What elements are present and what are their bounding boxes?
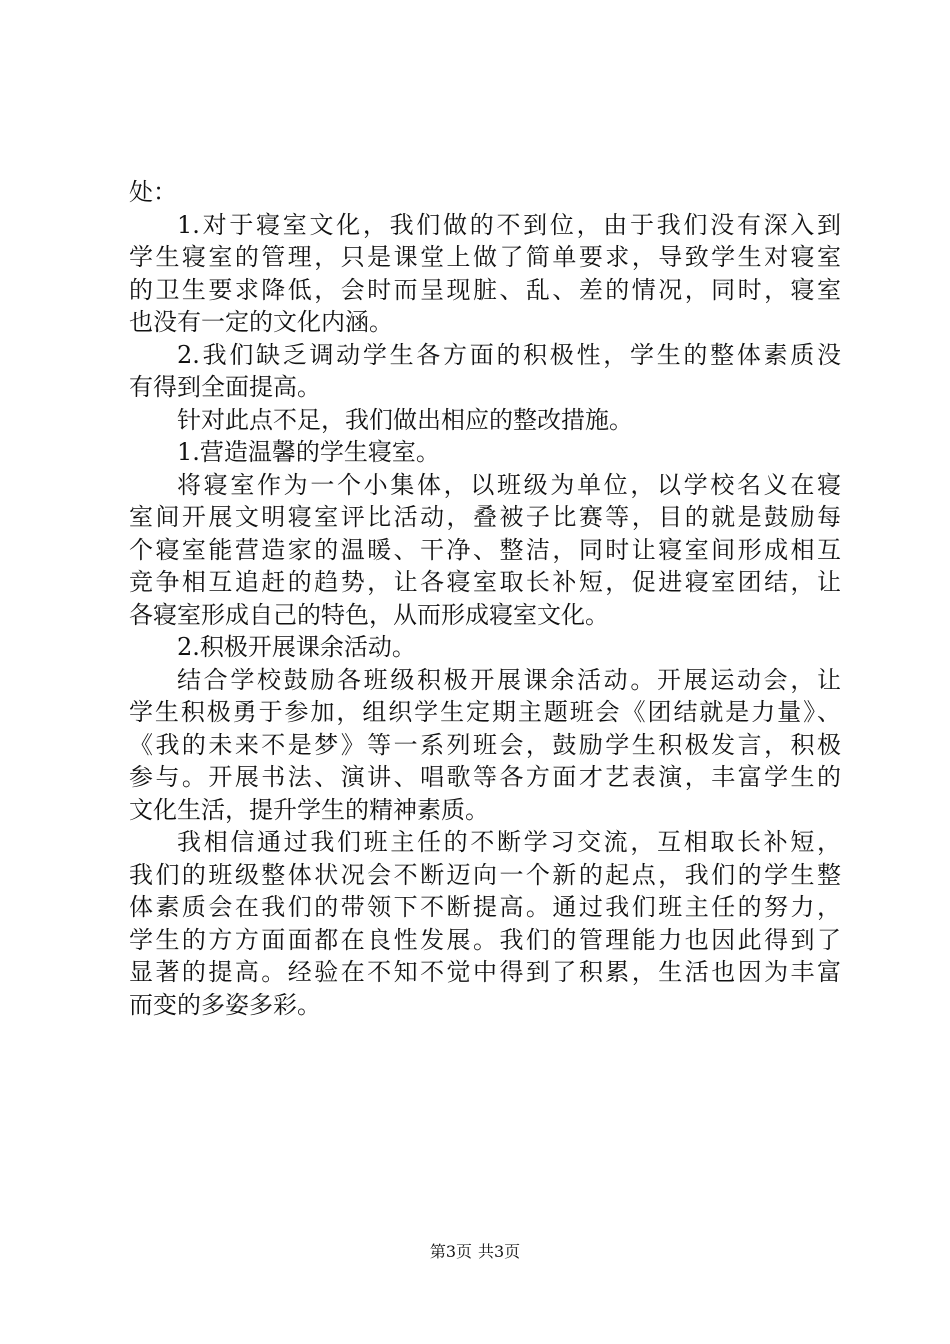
text-line: 1.对于寝室文化，我们做的不到位，由于我们没有深入到 bbox=[177, 210, 841, 239]
text-line: 2.我们缺乏调动学生各方面的积极性，学生的整体素质没 bbox=[177, 340, 841, 369]
text-line: 而变的多姿多彩。 bbox=[129, 990, 321, 1019]
text-line: 个寝室能营造家的温暖、干净、整洁，同时让寝室间形成相互 bbox=[129, 535, 841, 564]
text-line: 将寝室作为一个小集体，以班级为单位，以学校名义在寝 bbox=[177, 470, 841, 499]
text-line: 结合学校鼓励各班级积极开展课余活动。开展运动会，让 bbox=[177, 665, 841, 694]
text-line: 处： bbox=[129, 178, 177, 206]
text-line: 的卫生要求降低，会时而呈现脏、乱、差的情况，同时，寝室 bbox=[129, 275, 841, 304]
text-line: 室间开展文明寝室评比活动，叠被子比赛等，目的就是鼓励每 bbox=[129, 503, 841, 531]
page-number: 第3页 bbox=[429, 1242, 472, 1261]
text-line: 各寝室形成自己的特色，从而形成寝室文化。 bbox=[129, 600, 609, 629]
page-footer bbox=[0, 1242, 950, 1262]
text-line: 1.营造温馨的学生寝室。 bbox=[177, 438, 440, 466]
text-line: 竞争相互追赶的趋势，让各寝室取长补短，促进寝室团结，让 bbox=[129, 568, 841, 596]
text-line: 我相信通过我们班主任的不断学习交流，互相取长补短， bbox=[177, 828, 841, 856]
text-line: 文化生活，提升学生的精神素质。 bbox=[129, 795, 489, 824]
document-body bbox=[129, 176, 841, 1021]
text-line: 《我的未来不是梦》等一系列班会，鼓励学生积极发言，积极 bbox=[129, 730, 841, 759]
page-total: 共3页 bbox=[478, 1242, 521, 1261]
text-line: 学生寝室的管理，只是课堂上做了简单要求，导致学生对寝室 bbox=[129, 243, 841, 271]
text-line: 显著的提高。经验在不知不觉中得到了积累，生活也因为丰富 bbox=[129, 958, 841, 986]
text-line: 我们的班级整体状况会不断迈向一个新的起点，我们的学生整 bbox=[129, 860, 841, 889]
text-line: 学生积极勇于参加，组织学生定期主题班会《团结就是力量》、 bbox=[129, 698, 841, 726]
text-line: 体素质会在我们的带领下不断提高。通过我们班主任的努力， bbox=[129, 893, 841, 921]
text-line: 参与。开展书法、演讲、唱歌等各方面才艺表演，丰富学生的 bbox=[129, 763, 841, 791]
text-line: 2.积极开展课余活动。 bbox=[177, 633, 416, 661]
text-line: 学生的方方面面都在良性发展。我们的管理能力也因此得到了 bbox=[129, 925, 841, 954]
text-line: 针对此点不足，我们做出相应的整改措施。 bbox=[177, 405, 633, 434]
text-line: 有得到全面提高。 bbox=[129, 373, 321, 401]
text-line: 也没有一定的文化内涵。 bbox=[129, 308, 393, 336]
